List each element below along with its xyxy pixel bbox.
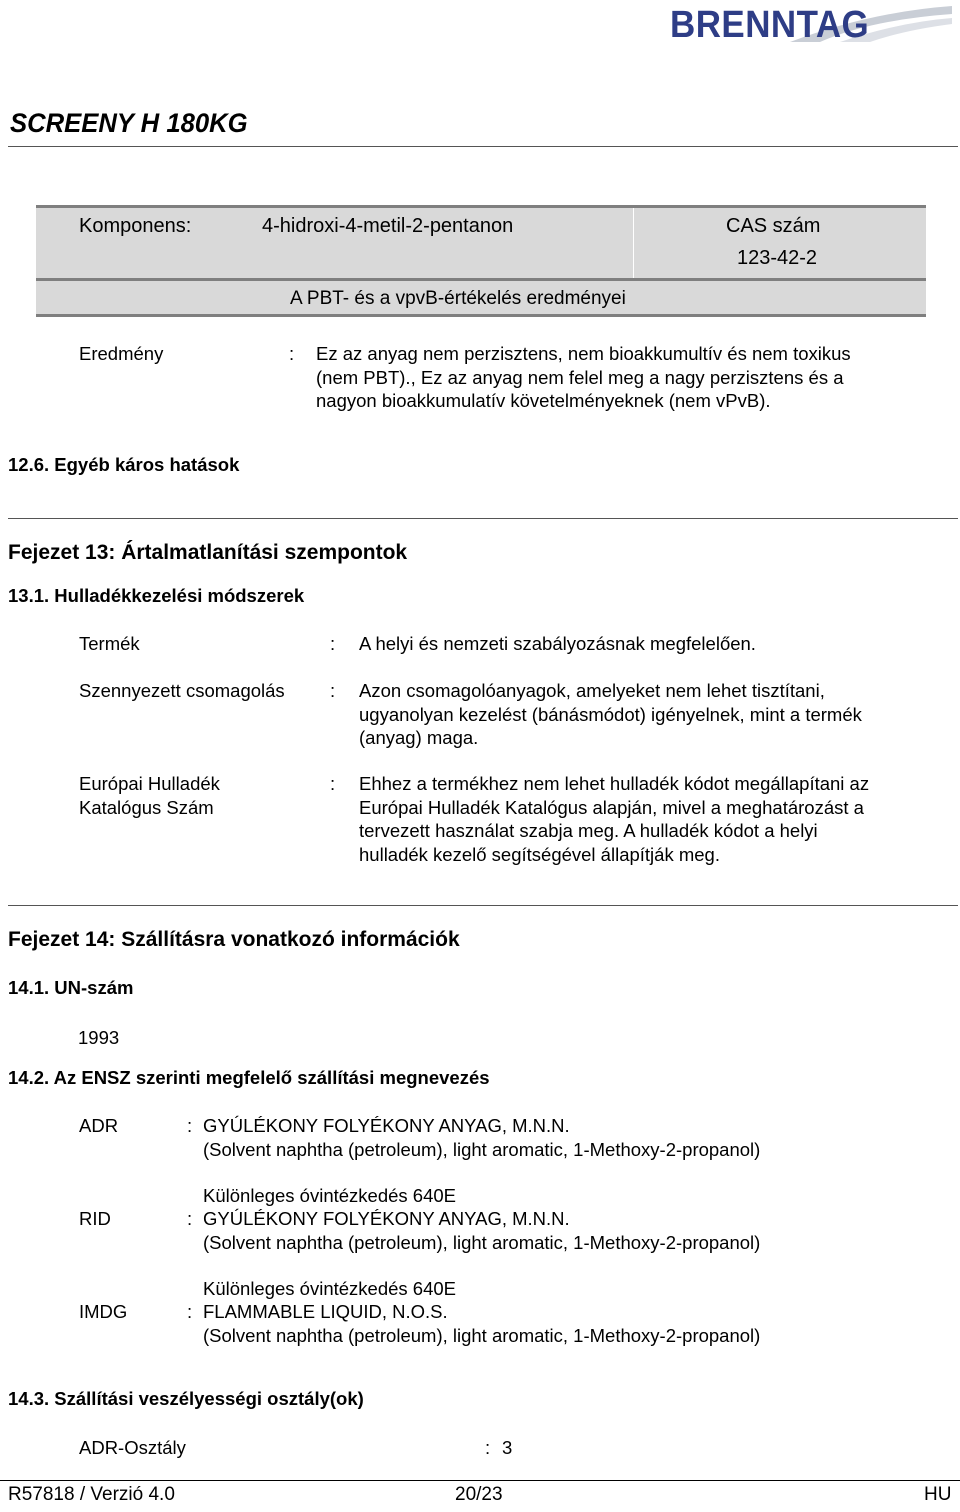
adr-class-colon: : (485, 1437, 491, 1458)
pbt-line: nagyon bioakkumulatív követelményeknek (nem vPvB). (316, 390, 771, 411)
waste-row-colon: : (330, 773, 336, 794)
pbt-line: (nem PBT)., Ez az anyag nem felel meg a nagy perzisztens és a (316, 366, 844, 388)
brenntag-logo (670, 2, 955, 50)
pbt-subheading: A PBT- és a vpvB-értékelés eredményei (290, 288, 626, 309)
waste-row-label: Termék (79, 633, 140, 654)
component-table-divider (633, 208, 634, 278)
transport-mode-imdg: IMDG (79, 1301, 128, 1322)
logo-wordmark: BRENNTAG (670, 4, 870, 46)
waste-row-value: A helyi és nemzeti szabályozásnak megfelelően. (359, 633, 756, 654)
pbt-colon: : (289, 343, 295, 364)
cas-label: CAS szám (726, 215, 821, 237)
value-line: tervezett használat szabja meg. A hulladék kódot a helyi (359, 820, 818, 841)
chapter-13-rule (8, 518, 958, 519)
waste-row-value (359, 679, 862, 750)
chapter-13-title: Fejezet 13: Ártalmatlanítási szempontok (8, 541, 408, 564)
transport-colon: : (187, 1115, 193, 1136)
waste-row-colon: : (330, 680, 336, 701)
special-provision: Különleges óvintézkedés 640E (203, 1185, 457, 1206)
transport-mode-adr: ADR (79, 1115, 119, 1136)
value-line: (anyag) maga. (359, 727, 479, 748)
value-line: Ehhez a termékhez nem lehet hulladék kódot megállapítani az (359, 773, 870, 794)
transport-name (203, 1114, 760, 1161)
footer-rule (0, 1480, 960, 1481)
chapter-14-title: Fejezet 14: Szállításra vonatkozó információk (8, 928, 460, 951)
pbt-result-label: Eredmény (79, 343, 164, 364)
transport-name (203, 1300, 760, 1347)
document-version: R57818 / Verzió 4.0 (8, 1484, 175, 1505)
cas-value: 123-42-2 (737, 247, 818, 269)
component-name: 4-hidroxi-4-metil-2-pentanon (262, 215, 514, 237)
product-title: SCREENY H 180KG (10, 108, 248, 138)
value-line: Azon csomagolóanyagok, amelyeket nem lehet tisztítani, (359, 680, 825, 701)
section-12-6-title: 12.6. Egyéb káros hatások (8, 454, 240, 475)
section-13-1-title: 13.1. Hulladékkezelési módszerek (8, 585, 305, 606)
component-table-rule (36, 278, 926, 281)
adr-class-label: ADR-Osztály (79, 1437, 186, 1458)
section-14-1-title: 14.1. UN-szám (8, 977, 134, 998)
un-number: 1993 (78, 1027, 120, 1048)
waste-row-label (79, 772, 220, 819)
label-line: Katalógus Szám (79, 796, 214, 818)
adr-class-value: 3 (502, 1437, 513, 1458)
waste-row-value (359, 772, 869, 866)
transport-line: (Solvent naphtha (petroleum), light aromatic, 1-Methoxy-2-propanol) (203, 1138, 761, 1160)
waste-row-label: Szennyezett csomagolás (79, 680, 285, 701)
value-line: hulladék kezelő segítségével állapítják meg. (359, 843, 720, 865)
transport-line: FLAMMABLE LIQUID, N.O.S. (203, 1301, 448, 1322)
transport-line: (Solvent naphtha (petroleum), light aromatic, 1-Methoxy-2-propanol) (203, 1231, 761, 1253)
page-number: 20/23 (455, 1484, 503, 1505)
component-label: Komponens: (79, 215, 192, 237)
transport-colon: : (187, 1301, 193, 1322)
transport-mode-rid: RID (79, 1208, 111, 1229)
transport-line: GYÚLÉKONY FOLYÉKONY ANYAG, M.N.N. (203, 1208, 570, 1229)
value-line: Európai Hulladék Katalógus alapján, mivel a meghatározást a (359, 796, 864, 818)
language-code: HU (924, 1484, 952, 1505)
section-14-2-title: 14.2. Az ENSZ szerinti megfelelő szállítási megnevezés (8, 1067, 490, 1088)
chapter-14-rule (8, 905, 958, 906)
pbt-result-text (316, 342, 851, 413)
transport-name (203, 1207, 760, 1254)
pbt-line: Ez az anyag nem perzisztens, nem bioakkumultív és nem toxikus (316, 343, 851, 364)
section-14-3-title: 14.3. Szállítási veszélyességi osztály(ok) (8, 1388, 364, 1409)
title-rule (8, 146, 958, 147)
transport-line: (Solvent naphtha (petroleum), light aromatic, 1-Methoxy-2-propanol) (203, 1324, 761, 1346)
transport-line: GYÚLÉKONY FOLYÉKONY ANYAG, M.N.N. (203, 1115, 570, 1136)
label-line: Európai Hulladék (79, 773, 220, 794)
waste-row-colon: : (330, 633, 336, 654)
special-provision: Különleges óvintézkedés 640E (203, 1278, 457, 1299)
value-line: ugyanolyan kezelést (bánásmódot) igényelnek, mint a termék (359, 703, 862, 725)
transport-colon: : (187, 1208, 193, 1229)
